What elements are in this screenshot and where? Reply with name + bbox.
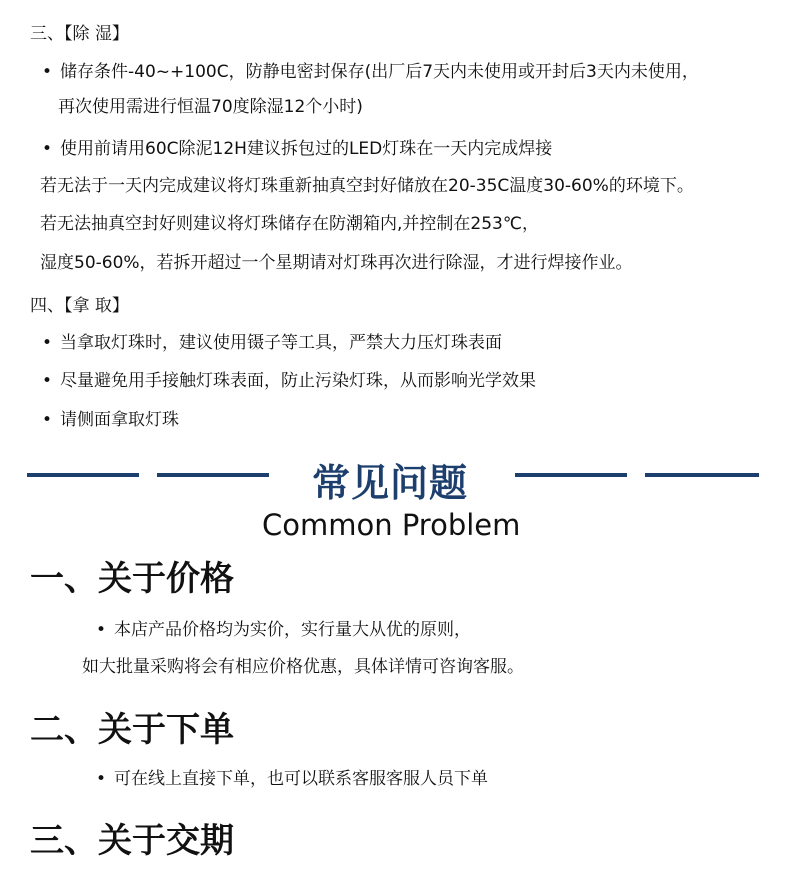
dehumidify-para-2: 若无法抽真空封好则建议将灯珠储存在防潮箱内,并控制在253℃， <box>40 214 539 234</box>
handling-bullet-1: • 当拿取灯珠时，建议使用镊子等工具，严禁大力压灯珠表面 <box>42 332 502 354</box>
divider-right-1 <box>515 473 627 477</box>
divider-left-1 <box>27 473 139 477</box>
faq-q2-heading: 二、关于下单 <box>30 710 234 750</box>
faq-q1-heading: 一、关于价格 <box>30 559 234 599</box>
dehumidify-bullet-1-cont: 再次使用需进行恒温70度除湿12个小时) <box>58 97 363 117</box>
handling-bullet-2: • 尽量避免用手接触灯珠表面，防止污染灯珠，从而影响光学效果 <box>42 370 536 392</box>
faq-q1-bullet: • 本店产品价格均为实价，实行量大从优的原则， <box>96 619 471 641</box>
faq-q1-line2: 如大批量采购将会有相应价格优惠，具体详情可咨询客服。 <box>82 657 524 677</box>
faq-title-en: Common Problem <box>262 508 521 542</box>
handling-bullet-3: • 请侧面拿取灯珠 <box>42 409 179 431</box>
dehumidify-bullet-1: • 储存条件-40~+100C，防静电密封保存(出厂后7天内未使用或开封后3天内未使用， <box>42 61 699 83</box>
divider-right-2 <box>645 473 759 477</box>
dehumidify-para-3: 湿度50-60%，若拆开超过一个星期请对灯珠再次进行除湿，才进行焊接作业。 <box>40 253 633 273</box>
section-4-heading: 四、【拿 取】 <box>30 296 129 316</box>
faq-q3-heading: 三、关于交期 <box>30 821 234 861</box>
faq-q2-bullet: • 可在线上直接下单，也可以联系客服客服人员下单 <box>96 768 488 790</box>
divider-left-2 <box>157 473 269 477</box>
dehumidify-bullet-2: • 使用前请用60C除泥12H建议拆包过的LED灯珠在一天内完成焊接 <box>42 138 552 160</box>
section-3-heading: 三、【除 湿】 <box>30 24 129 44</box>
faq-title-cn: 常见问题 <box>312 461 469 505</box>
dehumidify-para-1: 若无法于一天内完成建议将灯珠重新抽真空封好储放在20-35C温度30-60%的环境下。 <box>40 176 694 196</box>
